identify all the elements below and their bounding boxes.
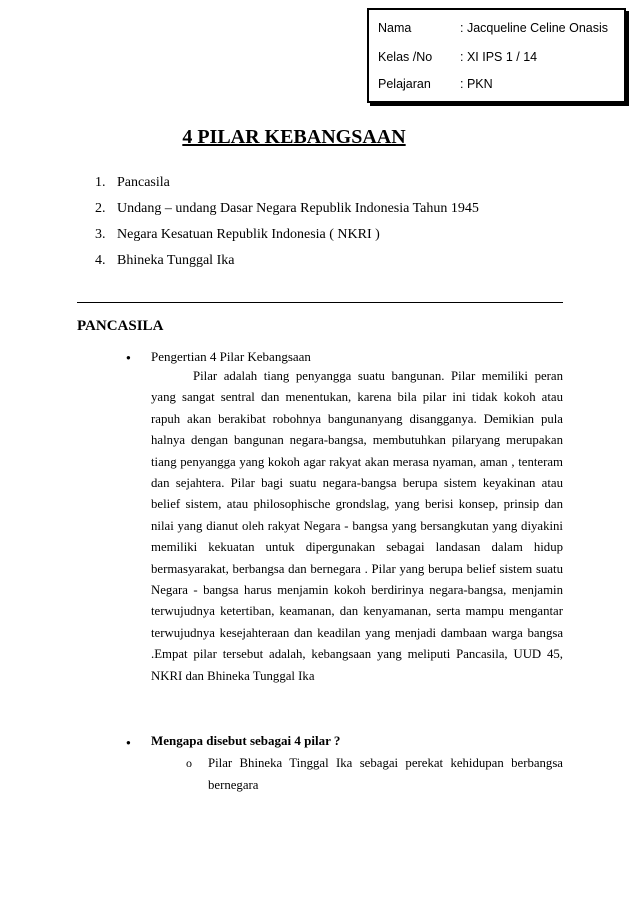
list-item [95, 174, 479, 200]
list-text: Pancasila [117, 175, 170, 190]
info-value: : PKN [460, 77, 493, 91]
info-value: : XI IPS 1 / 14 [460, 50, 538, 64]
document-title-text: 4 PILAR KEBANGSAAN [182, 126, 406, 148]
info-row-name [378, 21, 608, 35]
bullet-icon: ● [126, 353, 131, 362]
list-item [95, 252, 479, 278]
sub-bullet-icon: o [186, 756, 192, 770]
list-text: Undang – undang Dasar Negara Republik Indonesia Tahun 1945 [117, 201, 479, 216]
bullet-title-why: Mengapa disebut sebagai 4 pilar ? [151, 733, 341, 748]
list-text: Negara Kesatuan Republik Indonesia ( NKRI ) [117, 227, 380, 242]
list-number: 2. [95, 201, 106, 216]
document-title [0, 126, 638, 149]
info-row-class [378, 50, 537, 64]
bullet-title-definition: Pengertian 4 Pilar Kebangsaan [151, 349, 311, 364]
bullet-icon: ● [126, 738, 131, 747]
list-number: 1. [95, 175, 106, 190]
paragraph-text: Pilar adalah tiang penyangga suatu bangunan. Pilar memiliki peran yang sangat sentral dan menentukan, karena bila pilar ini tidak kokoh atau rapuh akan berakibat robohnya bangunanyang disangganya. Demikian pula halnya dengan bangunan negara-bangsa, membutuhkan pilaryang merupakan tiang penyangga yang kokoh agar rakyat akan merasa nyaman, aman , tenteram dan sejahtera. Pilar bagi suatu negara-bangsa berupa sistem keyakinan atau belief sistem, atau philosophische grondslag, yang berisi konsep, prinsip dan nilai yang dianut oleh rakyat Negara - bangsa yang bersangkutan yang diyakini memiliki kekuatan untuk dipergunakan sebagai landasan dalam hidup bermasyarakat, berbangsa dan bernegara . Pilar yang berupa belief sistem suatu Negara - bangsa harus menjamin kokoh berdirinya negara-bangsa, menjamin terwujudnya ketertiban, keamanan, dan kenyamanan, serta mampu mengantar terwujudnya kesejahteraan dan keadilan yang menjadi dambaan warga bangsa .Empat pilar tersebut adalah, kebangsaan yang meliputi Pancasila, UUD 45, NKRI dan Bhineka Tunggal Ika [151, 369, 563, 683]
section-heading: PANCASILA [77, 318, 164, 334]
list-number: 4. [95, 253, 106, 268]
info-label: Nama [378, 21, 412, 35]
info-value: : Jacqueline Celine Onasis [460, 21, 608, 35]
info-label: Pelajaran [378, 77, 431, 91]
info-label: Kelas /No [378, 50, 433, 64]
list-item [95, 226, 479, 252]
info-row-subject [378, 77, 493, 91]
list-text: Bhineka Tunggal Ika [117, 253, 235, 268]
student-info-box [367, 8, 626, 103]
section-divider [77, 302, 563, 303]
definition-paragraph [151, 366, 563, 687]
pillar-list [95, 174, 479, 278]
list-number: 3. [95, 227, 106, 242]
list-item [95, 200, 479, 226]
sub-item-text: Pilar Bhineka Tinggal Ika sebagai perekat kehidupan berbangsa bernegara [208, 756, 563, 792]
